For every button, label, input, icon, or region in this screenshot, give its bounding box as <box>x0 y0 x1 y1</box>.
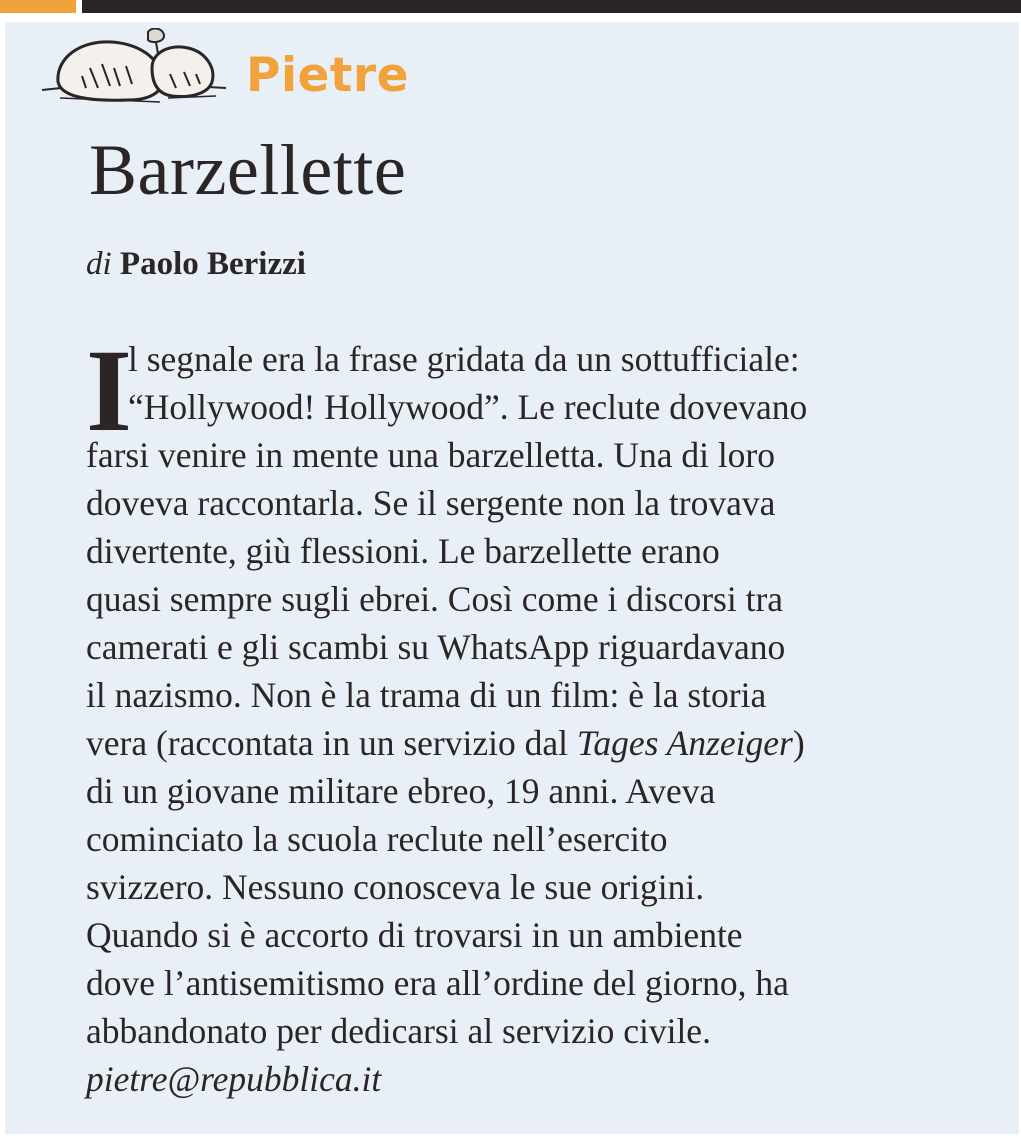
body-line: abbandonato per dedicarsi al servizio civile. <box>86 1011 711 1051</box>
top-accent-bar <box>0 0 76 13</box>
body-line: camerati e gli scambi su WhatsApp riguardavano <box>86 627 786 667</box>
top-dark-bar <box>82 0 1021 13</box>
body-text: vera (raccontata in un servizio dal <box>86 723 577 763</box>
contact-email-link[interactable]: pietre@repubblica.it <box>86 1059 382 1099</box>
stones-icon <box>40 28 230 118</box>
body-line: divertente, giù flessioni. Le barzellette erano <box>86 531 720 571</box>
body-line: quasi sempre sugli ebrei. Così come i discorsi tra <box>86 579 784 619</box>
byline-prefix: di <box>86 246 112 282</box>
body-line <box>86 719 1006 767</box>
body-line: “Hollywood! Hollywood”. Le reclute dovevano <box>128 387 808 427</box>
body-line: il nazismo. Non è la trama di un film: è la storia <box>86 675 767 715</box>
body-line: dove l’antisemitismo era all’ordine del giorno, ha <box>86 963 789 1003</box>
body-line: doveva raccontarla. Se il sergente non la trovava <box>86 483 776 523</box>
section-title: Pietre <box>246 48 409 103</box>
drop-cap: I <box>86 325 132 456</box>
body-line: di un giovane militare ebreo, 19 anni. Aveva <box>86 771 716 811</box>
body-text: ) <box>792 723 805 763</box>
byline <box>86 248 306 281</box>
body-line: farsi venire in mente una barzelletta. Una di loro <box>86 435 776 475</box>
headline: Barzellette <box>89 130 407 210</box>
body-line: cominciato la scuola reclute nell’esercito <box>86 819 668 859</box>
article-body <box>86 335 1006 1103</box>
newspaper-title: Tages Anzeiger <box>576 723 793 763</box>
body-line: svizzero. Nessuno conosceva le sue origini. <box>86 867 705 907</box>
body-line: l segnale era la frase gridata da un sottufficiale: <box>128 339 800 379</box>
body-line: Quando si è accorto di trovarsi in un ambiente <box>86 915 743 955</box>
byline-author: Paolo Berizzi <box>119 246 306 282</box>
